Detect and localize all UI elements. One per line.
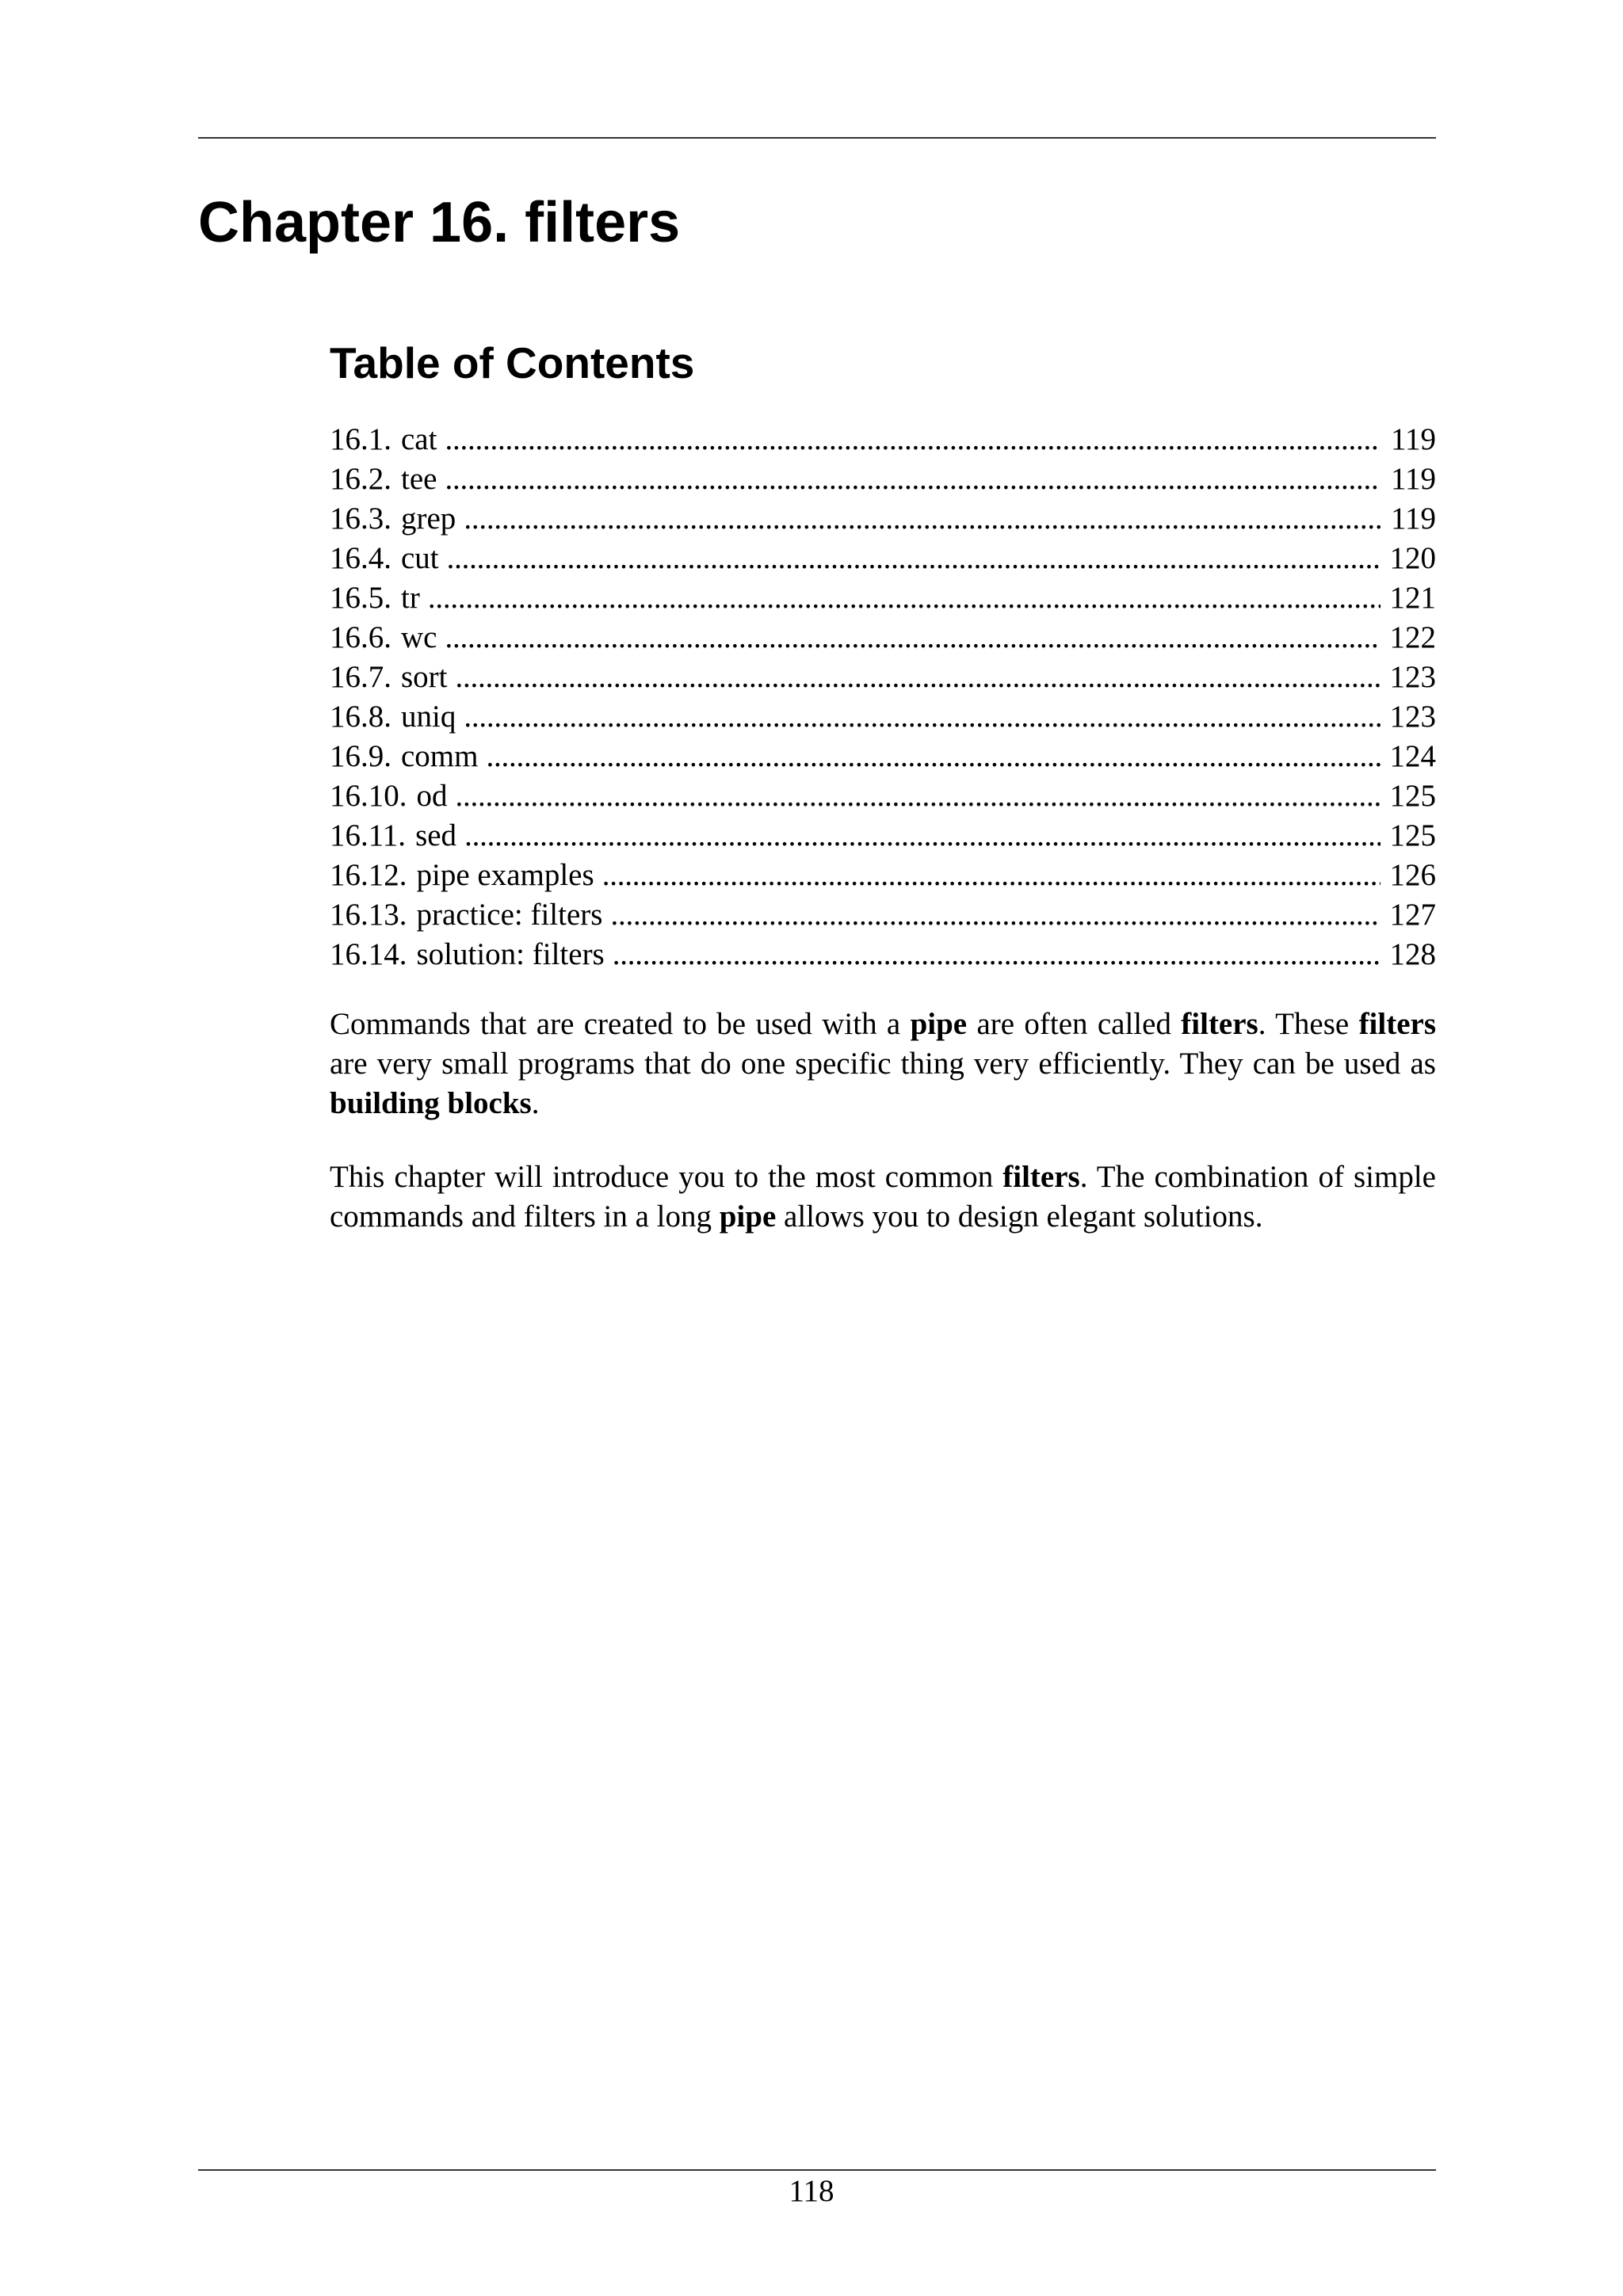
- toc-dot-leader: [445, 618, 1381, 658]
- overview-paragraph: [330, 1158, 1436, 1237]
- toc-entry-page[interactable]: 122: [1389, 620, 1436, 654]
- toc-dot-leader: [613, 935, 1381, 974]
- bold-term: filters: [1358, 1007, 1437, 1041]
- toc-dot-leader: [447, 539, 1381, 578]
- toc-entry-number: 16.8.: [330, 700, 391, 734]
- toc-entry-page[interactable]: 119: [1390, 462, 1436, 496]
- table-of-contents: [330, 420, 1436, 974]
- toc-entry-title[interactable]: wc: [401, 620, 437, 654]
- toc-entry-number: 16.7.: [330, 660, 391, 694]
- toc-entry[interactable]: [330, 697, 1436, 737]
- toc-dot-leader: [445, 420, 1381, 460]
- toc-dot-leader: [610, 895, 1381, 935]
- bold-term: building blocks: [330, 1086, 532, 1120]
- toc-entry-page[interactable]: 124: [1389, 739, 1436, 773]
- toc-entry-number: 16.1.: [330, 422, 391, 456]
- toc-entry-title[interactable]: pipe examples: [416, 858, 594, 892]
- toc-entry-number: 16.12.: [330, 858, 407, 892]
- toc-entry-number: 16.3.: [330, 502, 391, 536]
- toc-dot-leader: [445, 460, 1381, 499]
- toc-entry[interactable]: [330, 460, 1436, 499]
- paragraph-text: are very small programs that do one specific thing very efficiently. They can be used as: [330, 1047, 1436, 1081]
- bold-term: filters: [1002, 1160, 1080, 1194]
- toc-entry-number: 16.6.: [330, 620, 391, 654]
- toc-entry-title[interactable]: sort: [401, 660, 448, 694]
- toc-entry-title[interactable]: grep: [401, 502, 456, 536]
- toc-entry-number: 16.10.: [330, 779, 407, 813]
- toc-entry-page[interactable]: 125: [1389, 779, 1436, 813]
- header-rule: [198, 137, 1436, 139]
- toc-entry-number: 16.14.: [330, 937, 407, 971]
- toc-entry[interactable]: [330, 895, 1436, 935]
- toc-entry[interactable]: [330, 420, 1436, 460]
- toc-entry-title[interactable]: cat: [401, 422, 437, 456]
- paragraph-text: Commands that are created to be used with a: [330, 1007, 911, 1041]
- toc-dot-leader: [464, 816, 1381, 856]
- paragraph-text: allows you to design elegant solutions.: [776, 1199, 1263, 1234]
- page-number: 118: [789, 2174, 834, 2208]
- toc-entry-title[interactable]: sed: [415, 818, 457, 852]
- toc-entry-page[interactable]: 126: [1389, 858, 1436, 892]
- toc-dot-leader: [428, 578, 1381, 618]
- toc-entry[interactable]: [330, 618, 1436, 658]
- toc-entry-page[interactable]: 123: [1389, 700, 1436, 734]
- toc-entry[interactable]: [330, 539, 1436, 578]
- toc-entry-number: 16.9.: [330, 739, 391, 773]
- bold-term: pipe: [910, 1007, 968, 1041]
- toc-entry[interactable]: [330, 658, 1436, 697]
- toc-entry-title[interactable]: cut: [401, 541, 439, 575]
- toc-entry[interactable]: [330, 737, 1436, 776]
- bold-term: pipe: [719, 1199, 777, 1234]
- toc-entry[interactable]: [330, 499, 1436, 539]
- intro-paragraph: [330, 1005, 1436, 1123]
- toc-entry-title[interactable]: od: [416, 779, 448, 813]
- paragraph-text: . The combination of simple commands and filters in a long: [330, 1160, 1436, 1234]
- toc-entry[interactable]: [330, 578, 1436, 618]
- toc-entry-number: 16.5.: [330, 581, 391, 615]
- toc-entry-page[interactable]: 127: [1389, 898, 1436, 932]
- toc-entry-number: 16.11.: [330, 818, 407, 852]
- toc-entry-page[interactable]: 119: [1390, 502, 1436, 536]
- toc-entry-title[interactable]: comm: [401, 739, 479, 773]
- toc-entry-page[interactable]: 123: [1389, 660, 1436, 694]
- toc-entry-title[interactable]: practice: filters: [416, 898, 603, 932]
- toc-entry[interactable]: [330, 856, 1436, 895]
- toc-entry-title[interactable]: tr: [401, 581, 420, 615]
- toc-entry[interactable]: [330, 776, 1436, 816]
- paragraph-text: are often called: [967, 1007, 1182, 1041]
- toc-dot-leader: [486, 737, 1381, 776]
- toc-entry-title[interactable]: uniq: [401, 700, 456, 734]
- toc-entry-number: 16.2.: [330, 462, 391, 496]
- toc-dot-leader: [464, 697, 1381, 737]
- toc-entry[interactable]: [330, 816, 1436, 856]
- bold-term: filters: [1181, 1007, 1258, 1041]
- toc-dot-leader: [464, 499, 1381, 539]
- toc-dot-leader: [602, 856, 1381, 895]
- toc-entry-page[interactable]: 125: [1389, 818, 1436, 852]
- toc-entry-page[interactable]: 128: [1389, 937, 1436, 971]
- toc-dot-leader: [456, 658, 1381, 697]
- toc-dot-leader: [456, 776, 1381, 816]
- chapter-title: Chapter 16. filters: [198, 191, 681, 254]
- paragraph-text: .: [531, 1086, 540, 1120]
- toc-entry-page[interactable]: 121: [1389, 581, 1436, 615]
- toc-entry-page[interactable]: 120: [1389, 541, 1436, 575]
- toc-entry-number: 16.13.: [330, 898, 407, 932]
- paragraph-text: This chapter will introduce you to the most common: [330, 1160, 1003, 1194]
- toc-entry-number: 16.4.: [330, 541, 391, 575]
- toc-entry[interactable]: [330, 935, 1436, 974]
- paragraph-text: . These: [1258, 1007, 1359, 1041]
- toc-heading: Table of Contents: [330, 338, 695, 387]
- toc-entry-title[interactable]: tee: [401, 462, 437, 496]
- toc-entry-page[interactable]: 119: [1390, 422, 1436, 456]
- toc-entry-title[interactable]: solution: filters: [416, 937, 605, 971]
